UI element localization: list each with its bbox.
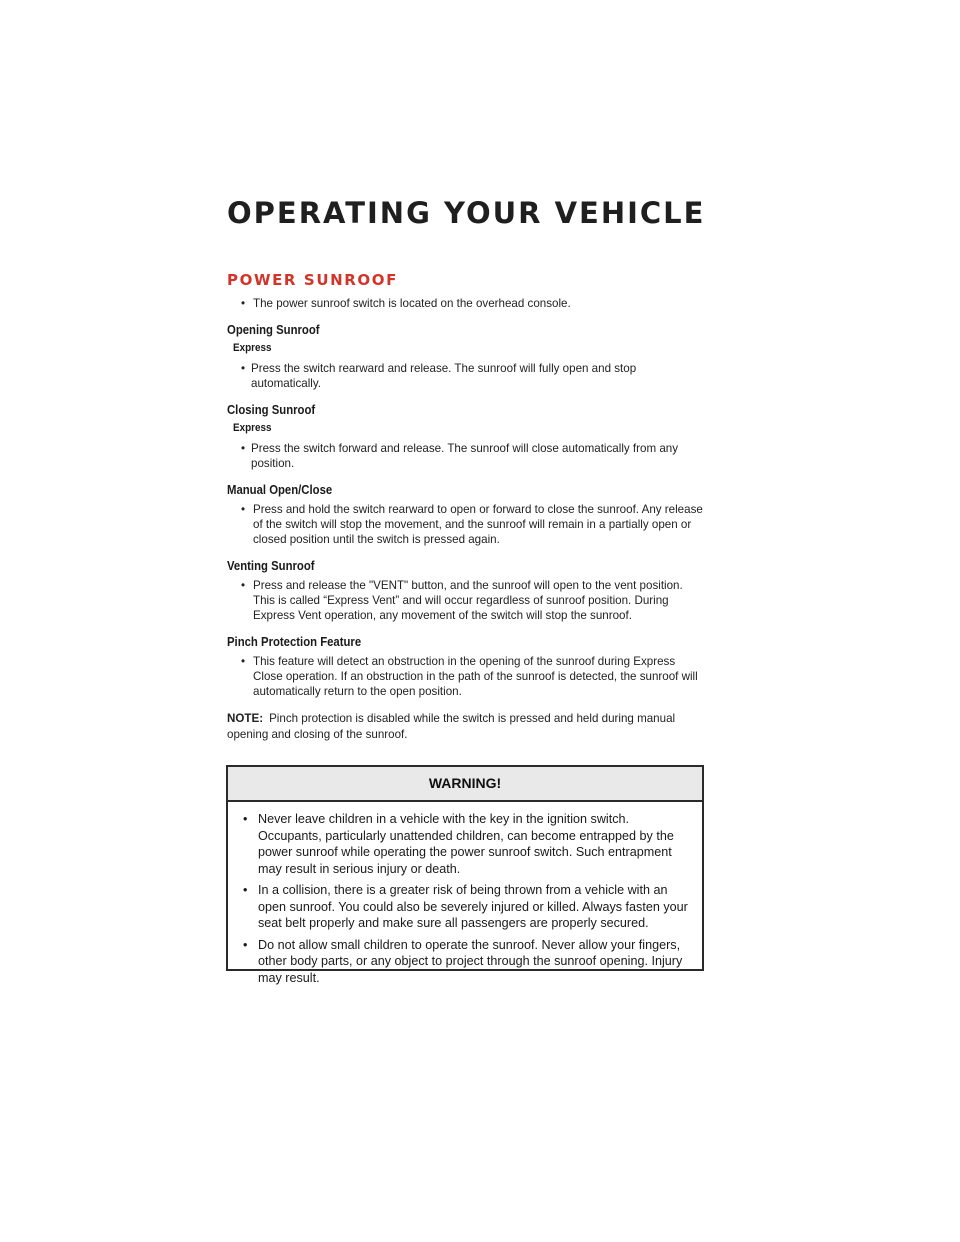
opening-bullet-text: Press the switch rearward and release. The sunroof will fully open and stop automatically.	[251, 362, 637, 390]
warning-title: WARNING!	[228, 767, 702, 802]
note-label: NOTE:	[227, 712, 264, 725]
bullet-dot: •	[241, 442, 246, 455]
document-body	[227, 296, 707, 743]
chapter-title: OPERATING YOUR VEHICLE	[227, 196, 706, 230]
bullet-dot: •	[241, 655, 246, 668]
closing-bullet-text: Press the switch forward and release. The sunroof will close automatically from any position.	[251, 442, 679, 470]
manual-heading: Manual Open/Close	[227, 483, 333, 497]
manual-bullet-text: Press and hold the switch rearward to open or forward to close the sunroof. Any release of the switch will stop the movement, and the sunroof will remain in a partially open or closed position until the switch is pressed again.	[253, 503, 703, 546]
closing-heading: Closing Sunroof	[227, 403, 316, 417]
venting-bullet-text: Press and release the "VENT" button, and the sunroof will open to the vent position. This is called “Express Vent” and will occur regardless of sunroof position. During Express Vent operation, any movement of the switch will stop the sunroof.	[253, 579, 683, 622]
venting-bullet	[227, 578, 707, 623]
warning-bullet-text: Do not allow small children to operate the sunroof. Never allow your fingers, other body parts, or any object to project through the sunroof opening. Injury may result.	[258, 937, 683, 985]
note	[227, 711, 707, 743]
opening-heading: Opening Sunroof	[227, 323, 320, 337]
bullet-dot: •	[243, 812, 248, 826]
bullet-dot: •	[243, 883, 248, 897]
warning-bullet-text: In a collision, there is a greater risk of being thrown from a vehicle with an open sunroof. You could also be severely injured or killed. Always fasten your seat belt properly and make sure all passengers are properly secured.	[258, 883, 688, 930]
intro-bullet	[227, 296, 707, 311]
warning-bullet	[236, 882, 692, 932]
warning-bullet	[236, 811, 692, 877]
intro-bullet-text: The power sunroof switch is located on the overhead console.	[253, 297, 571, 310]
pinch-heading: Pinch Protection Feature	[227, 635, 362, 649]
opening-subheading: Express	[233, 342, 272, 354]
manual-bullet	[227, 502, 707, 547]
bullet-dot: •	[241, 297, 246, 310]
closing-bullet	[227, 441, 707, 471]
warning-box	[226, 765, 704, 985]
pinch-bullet	[227, 654, 707, 699]
bullet-dot: •	[243, 937, 248, 952]
closing-subheading: Express	[233, 422, 272, 434]
opening-bullet	[227, 361, 707, 391]
pinch-bullet-text: This feature will detect an obstruction in the opening of the sunroof during Express Close operation. If an obstruction in the path of the sunroof is detected, the sunroof will automatically return to the open position.	[253, 655, 698, 698]
bullet-dot: •	[241, 503, 246, 516]
note-text: Pinch protection is disabled while the switch is pressed and held during manual opening and closing of the sunroof.	[227, 712, 676, 741]
bullet-dot: •	[241, 362, 246, 375]
warning-bullet-text: Never leave children in a vehicle with the key in the ignition switch. Occupants, particularly unattended children, can become entrapped by the power sunroof while operating the power sunroof switch. Such entrapment may result in serious injury or death.	[258, 812, 674, 876]
section-title: POWER SUNROOF	[227, 271, 398, 289]
warning-body	[228, 802, 702, 986]
warning-bullet	[236, 937, 692, 987]
venting-heading: Venting Sunroof	[227, 559, 315, 573]
bullet-dot: •	[241, 579, 246, 592]
